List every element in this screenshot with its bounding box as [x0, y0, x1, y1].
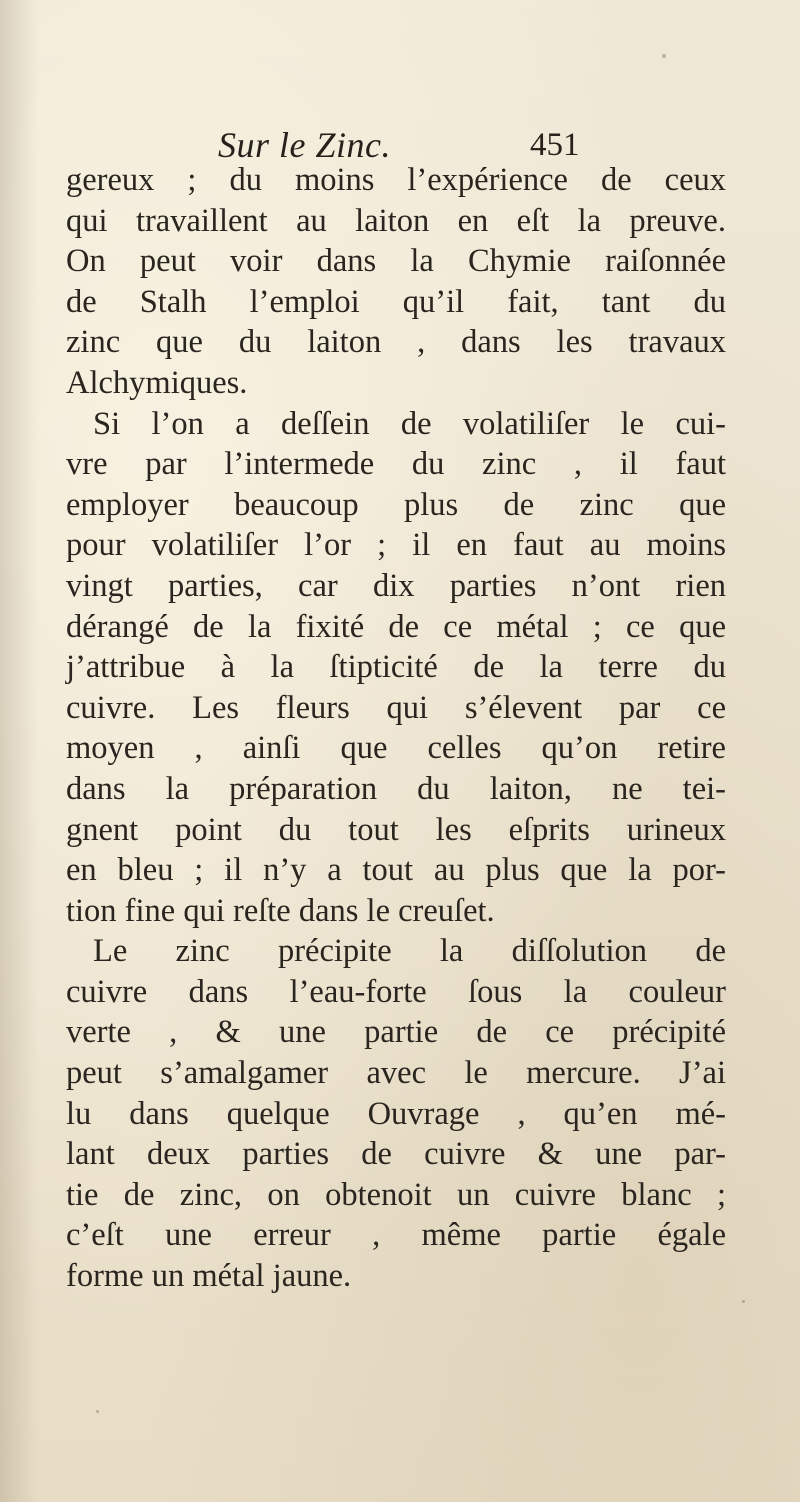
- text-line: zinc que du laiton , dans les travaux: [66, 324, 726, 361]
- text-line: On peut voir dans la Chymie raiſonnée: [66, 243, 726, 280]
- text-line: pour volatiliſer l’or ; il en faut au moins: [66, 527, 726, 564]
- text-line: verte , & une partie de ce précipité: [66, 1014, 726, 1051]
- paragraph-start-line: Le zinc précipite la diſſolution de: [93, 933, 726, 970]
- text-line: Alchymiques.: [66, 364, 248, 401]
- text-line: gnent point du tout les eſprits urineux: [66, 811, 726, 848]
- text-line: vre par l’intermede du zinc , il faut: [66, 446, 726, 483]
- text-line: peut s’amalgamer avec le mercure. J’ai: [66, 1055, 726, 1092]
- paper-speck: [662, 54, 666, 58]
- text-line: employer beaucoup plus de zinc que: [66, 486, 726, 523]
- text-line: tie de zinc, on obtenoit un cuivre blanc ;: [66, 1176, 726, 1213]
- paper-speck: [96, 1410, 99, 1413]
- text-line: de Stalh l’emploi qu’il fait, tant du: [66, 283, 726, 320]
- text-line: dérangé de la fixité de ce métal ; ce que: [66, 608, 726, 645]
- text-line: cuivre dans l’eau-forte ſous la couleur: [66, 973, 726, 1010]
- page-gutter-shadow: [0, 0, 38, 1502]
- paragraph-start-line: Si l’on a deſſein de volatiliſer le cui-: [93, 405, 726, 442]
- body-text: [66, 160, 726, 1297]
- running-title: Sur le Zinc.: [218, 125, 391, 165]
- text-line: en bleu ; il n’y a tout au plus que la por-: [66, 852, 726, 889]
- text-line: vingt parties, car dix parties n’ont rien: [66, 567, 726, 604]
- text-line: cuivre. Les fleurs qui s’élevent par ce: [66, 689, 726, 726]
- text-line: moyen , ainſi que celles qu’on retire: [66, 730, 726, 767]
- text-line: qui travaillent au laiton en eſt la preuve.: [66, 202, 726, 239]
- text-line: c’eſt une erreur , même partie égale: [66, 1217, 726, 1254]
- text-line: tion fine qui reſte dans le creuſet.: [66, 892, 495, 929]
- text-line: lant deux parties de cuivre & une par-: [66, 1136, 726, 1173]
- paper-speck: [742, 1300, 745, 1303]
- page-number: 451: [530, 127, 580, 163]
- text-line: forme un métal jaune.: [66, 1258, 352, 1295]
- text-line: lu dans quelque Ouvrage , qu’en mé-: [66, 1095, 726, 1132]
- text-line: dans la préparation du laiton, ne tei-: [66, 770, 726, 807]
- text-line: gereux ; du moins l’expérience de ceux: [66, 162, 726, 198]
- text-line: j’attribue à la ſtipticité de la terre du: [66, 649, 726, 686]
